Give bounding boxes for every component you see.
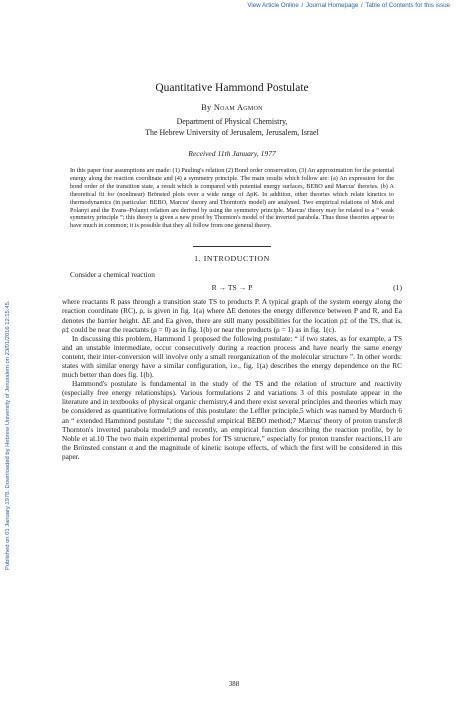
article-content (62, 82, 402, 461)
paragraph-3: Hammond's postulate is fundamental in the study of the TS and the relation of structure and reactivity (especially free energy relationships). Various formulations 2 and variations 3 of this postulate appear in the literature and in textbooks of physical organic chemistry,4 and there exist several principles and theories which may be considered as quantitative formulations of this postulate: the Leffler principle,5 which was named by Murdoch 6 an “ extended Hammond postulate ”; the successful empirical BEBO method;7 Marcus' theory of proton transfer;8 Thornton's inverted parabola model;9 and recently, an empirical function describing the reaction profile, by le Noble et al.10 The two main experimental probes for TS structure,” especially for proton transfer reactions,11 are the Brönsted constant α and the magnitude of kinetic isotope effects, of which the first will be considered in this paper. (62, 379, 402, 461)
affiliation-department: Department of Physical Chemistry, (176, 117, 288, 126)
article-body (62, 270, 402, 461)
section-heading: 1. INTRODUCTION (194, 254, 270, 264)
equation-number: (1) (393, 283, 402, 293)
view-article-online-link[interactable]: View Article Online (247, 2, 299, 9)
paragraph-2: In discussing this problem, Hammond 1 proposed the following postulate: “ if two states, as for example, a TS and an unstable intermediate, occur consecutively during a reaction process and have nearly the same energy content, their inter-conversion will involve only a small reorganization of the molecular structure ”. In other words: states with similar energy have a similar configuration, i.e., fig. 1(a) describes the energy dependence on the RC much better than does fig. 1(b). (62, 333, 402, 380)
published-note: Published on 01 January 1978. Downloaded by Hebrew University of Jerusalem on 23/01/2016 12:15:45. (5, 300, 11, 570)
author-line (62, 103, 402, 112)
abstract (62, 167, 402, 230)
affiliation (62, 117, 402, 138)
link-separator: / (361, 2, 363, 9)
paragraph-1: where reactants R pass through a transition state TS to products P. A typical graph of the system energy along the reaction coordinate (RC), ρ, is given in fig. 1(a) where ΔE denotes the energy difference between P and R, and Ea denotes the barrier height. ΔE and Ea given, there are still many possibilities for the location ρ‡ of the TS, that is, ρ‡ could be near the reactants (ρ = 0) as in fig. 1(b) or near the products (ρ = 1) as in fig. 1(c). (62, 297, 402, 334)
top-links (247, 2, 450, 9)
journal-homepage-link[interactable]: Journal Homepage (306, 2, 359, 9)
author-by: By (201, 103, 212, 112)
table-of-contents-link[interactable]: Table of Contents for this issue (365, 2, 450, 9)
equation-text: R → TS → P (211, 283, 253, 293)
published-sidebar (5, 100, 15, 570)
equation-1 (62, 283, 402, 294)
author-name: Noam Agmon (213, 103, 263, 112)
received-date: Received 11th January, 1977 (188, 149, 276, 158)
section-divider (193, 246, 271, 247)
affiliation-university: The Hebrew University of Jerusalem, Jerusalem, Israel (145, 127, 319, 137)
abstract-text: In this paper four assumptions are made: (1) Pauling's relation (2) Bond order conservation, (3) An approximation for the potential energy along the reaction coordinate and (4) a symmetry principle. The main results which follow are: (a) An expression for the bond order of the transition state, a result which is compared with potential energy surfaces, BEBO and Marcus' theories. (b) A theoretical fit for (nonlinear) Brönsted plots over a wide range of ΔpK. In addition, other theories which relate kinetics to thermodynamics (in particular: BEBO, Marcus' theory and Thornton's model) are analysed. Two empirical relations of Mok and Polanyi and the Evans–Polanyi relation are derived by using the symmetry principle. Marcus' theory may be related to a “ weak symmetry principle ”; this theory is given a new proof by Thornton's model of the inverted parabola. Thus these theories appear to have much in common; it is possible that they all follow from one general theory. (70, 167, 394, 230)
page-number: 388 (228, 681, 240, 688)
intro-lead: Consider a chemical reaction (70, 270, 155, 280)
link-separator: / (301, 2, 304, 9)
article-title: Quantitative Hammond Postulate (155, 82, 309, 94)
